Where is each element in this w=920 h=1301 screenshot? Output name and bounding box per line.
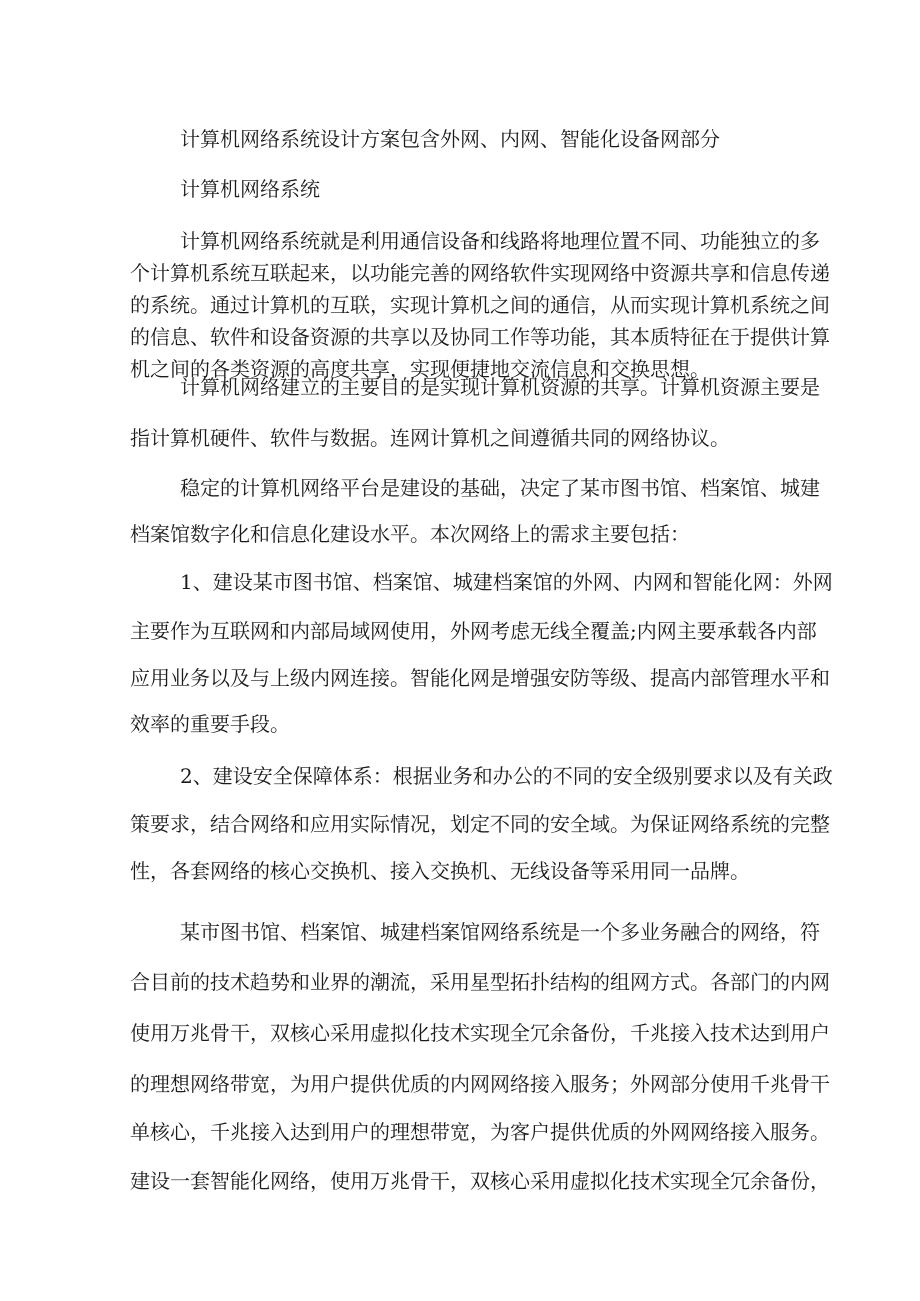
paragraph-line: 指计算机硬件、软件与数据。连网计算机之间遵循共同的网络协议。: [130, 426, 730, 450]
paragraph-line: 建设一套智能化网络，使用万兆骨干，双核心采用虚拟化技术实现全冗余备份，: [130, 1169, 830, 1193]
paragraph-line: 某市图书馆、档案馆、城建档案馆网络系统是一个多业务融合的网络，符: [180, 920, 820, 944]
paragraph-line: 应用业务以及与上级内网连接。智能化网是增强安防等级、提高内部管理水平和: [130, 666, 830, 690]
document-title: 计算机网络系统设计方案包含外网、内网、智能化设备网部分: [180, 127, 720, 151]
paragraph-line: 主要作为互联网和内部局域网使用，外网考虑无线全覆盖;内网主要承载各内部: [130, 619, 817, 643]
paragraph-line: 档案馆数字化和信息化建设水平。本次网络上的需求主要包括：: [130, 522, 690, 546]
paragraph-line: 机之间的各类资源的高度共享，实现便捷地交流信息和交换思想。: [130, 357, 710, 381]
paragraph-line: 个计算机系统互联起来，以功能完善的网络软件实现网络中资源共享和信息传递: [130, 261, 830, 285]
paragraph-line: 策要求，结合网络和应用实际情况，划定不同的安全域。为保证网络系统的完整: [130, 812, 830, 836]
paragraph-line: 合目前的技术趋势和业界的潮流，采用星型拓扑结构的组网方式。各部门的内网: [130, 970, 830, 994]
paragraph-line: 稳定的计算机网络平台是建设的基础，决定了某市图书馆、档案馆、城建: [180, 476, 820, 500]
paragraph-line: 的信息、软件和设备资源的共享以及协同工作等功能，其本质特征在于提供计算: [130, 325, 830, 349]
section-heading: 计算机网络系统: [180, 177, 320, 201]
paragraph-line: 单核心，千兆接入达到用户的理想带宽，为客户提供优质的外网网络接入服务。: [130, 1120, 830, 1144]
paragraph-line: 计算机网络建立的主要目的是实现计算机资源的共享。计算机资源主要是: [180, 375, 820, 399]
paragraph-line: 2、建设安全保障体系：根据业务和办公的不同的安全级别要求以及有关政: [180, 764, 833, 788]
paragraph-line: 1、建设某市图书馆、档案馆、城建档案馆的外网、内网和智能化网：外网: [180, 570, 833, 594]
paragraph-line: 的系统。通过计算机的互联，实现计算机之间的通信，从而实现计算机系统之间: [130, 293, 830, 317]
paragraph-line: 性，各套网络的核心交换机、接入交换机、无线设备等采用同一品牌。: [130, 859, 750, 883]
paragraph-line: 计算机网络系统就是利用通信设备和线路将地理位置不同、功能独立的多: [180, 229, 820, 253]
paragraph-line: 效率的重要手段。: [130, 712, 290, 736]
paragraph-line: 使用万兆骨干，双核心采用虚拟化技术实现全冗余备份，千兆接入技术达到用户: [130, 1021, 830, 1045]
paragraph-line: 的理想网络带宽，为用户提供优质的内网网络接入服务；外网部分使用千兆骨干: [130, 1072, 830, 1096]
